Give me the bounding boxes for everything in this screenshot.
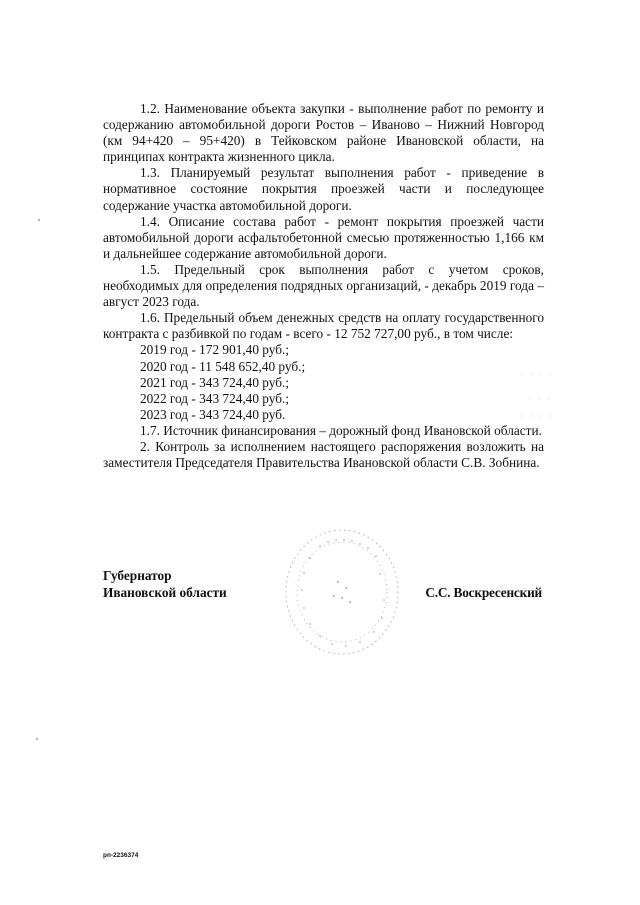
scan-noise: · · · ·: [520, 370, 555, 380]
paragraph-1-6: 1.6. Предельный объем денежных средств на оплату государственного контракта с разбивкой по годам - всего - 12 752 727,00 руб., в том числе:: [103, 310, 544, 342]
signatory-name: С.С. Воскресенский: [425, 584, 542, 600]
scan-speck: [36, 738, 38, 740]
year-line-2019: 2019 год - 172 901,40 руб.;: [140, 342, 290, 358]
yearly-breakdown-list: [103, 342, 544, 422]
paragraph-1-3: 1.3. Планируемый результат выполнения работ - приведение в нормативное состояние покрытия проезжей части и последующее содержание участка автомобильной дороги.: [103, 165, 544, 213]
signatory-title-line-1: Губернатор: [103, 568, 172, 583]
year-line-2022: 2022 год - 343 724,40 руб.;: [140, 390, 290, 406]
paragraph-1-5: 1.5. Предельный срок выполнения работ с учетом сроков, необходимых для определения подрядных организаций, - декабрь 2019 года – август 2023 года.: [103, 261, 544, 310]
paragraph-1-7: 1.7. Источник финансирования – дорожный фонд Ивановской области.: [140, 422, 542, 438]
year-line-2020: 2020 год - 11 548 652,40 руб.;: [140, 358, 306, 374]
signatory-title-line-2: Ивановской области: [103, 584, 227, 600]
paragraph-1-2: 1.2. Наименование объекта закупки - выполнение работ по ремонту и содержанию автомобильной дороги Ростов – Иваново – Нижний Новгород (км 94+420 – 95+420) в Тейковском районе Ивановской области, на принципах контракта жизненного цикла.: [103, 101, 544, 165]
scan-noise: · · ·: [528, 395, 553, 405]
document-body: [103, 101, 544, 471]
paragraph-1-4: 1.4. Описание состава работ - ремонт покрытия проезжей части автомобильной дороги асфальтобетонной смесью протяженностью 1,166 км и дальнейшее содержание автомобильной дороги.: [103, 213, 544, 261]
document-code: рп-2236374: [103, 852, 139, 859]
signature-block: [103, 568, 544, 601]
year-line-2023: 2023 год - 343 724,40 руб.: [140, 406, 286, 422]
scan-noise: · · · ·: [520, 412, 555, 422]
paragraph-2: 2. Контроль за исполнением настоящего распоряжения возложить на заместителя Председателя Правительства Ивановской области С.В. Зобнина.: [103, 438, 544, 471]
year-line-2021: 2021 год - 343 724,40 руб.;: [140, 374, 290, 390]
scan-speck: [38, 219, 40, 221]
